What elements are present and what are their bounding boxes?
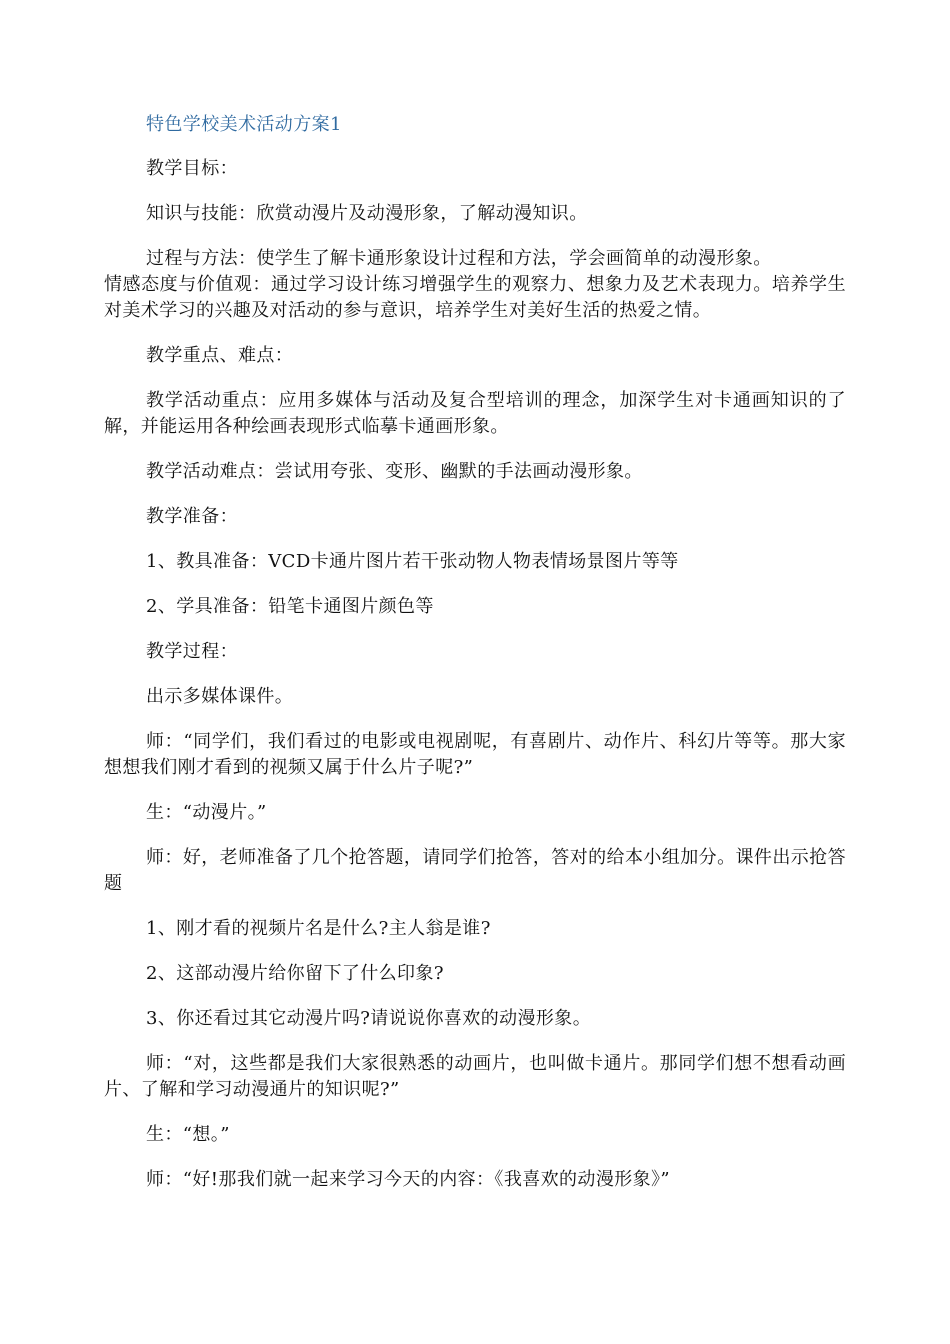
paragraph-teaching-goals: 教学目标： <box>146 158 238 179</box>
paragraph-emotion-values: 情感态度与价值观：通过学习设计练习增强学生的观察力、想象力及艺术表现力。培养学生对美术学习的兴趣及对活动的参与意识，培养学生对美好生活的热爱之情。 <box>104 274 846 321</box>
paragraph-knowledge-skills: 知识与技能：欣赏动漫片及动漫形象，了解动漫知识。 <box>146 203 588 224</box>
paragraph-student-answer-2: 生：“想。” <box>146 1124 230 1145</box>
paragraph-teacher-intro: 师：“好!那我们就一起来学习今天的内容：《我喜欢的动漫形象》” <box>146 1169 671 1190</box>
paragraph-key-difficult: 教学重点、难点： <box>146 345 294 366</box>
paragraph-teacher-tools: 1、教具准备：VCD卡通片图片若干张动物人物表情场景图片等等 <box>146 551 679 572</box>
paragraph-teacher-question-1: 师：“同学们，我们看过的电影或电视剧呢，有喜剧片、动作片、科幻片等等。那大家想想我们刚才看到的视频又属于什么片子呢?” <box>104 731 846 778</box>
document-page <box>104 112 846 1212</box>
paragraph-show-courseware: 出示多媒体课件。 <box>146 686 294 707</box>
paragraph-teaching-process: 教学过程： <box>146 641 238 662</box>
paragraph-teacher-quiz: 师：好，老师准备了几个抢答题，请同学们抢答，答对的给本小组加分。课件出示抢答题 <box>104 847 846 894</box>
paragraph-preparation: 教学准备： <box>146 506 238 527</box>
document-title: 特色学校美术活动方案1 <box>146 114 342 135</box>
paragraph-quiz-1: 1、刚才看的视频片名是什么?主人翁是谁? <box>146 918 491 939</box>
paragraph-student-answer-1: 生：“动漫片。” <box>146 802 267 823</box>
paragraph-difficult-point: 教学活动难点：尝试用夸张、变形、幽默的手法画动漫形象。 <box>146 461 643 482</box>
paragraph-student-tools: 2、学具准备：铅笔卡通图片颜色等 <box>146 596 434 617</box>
paragraph-quiz-2: 2、这部动漫片给你留下了什么印象? <box>146 963 444 984</box>
paragraph-process-method: 过程与方法：使学生了解卡通形象设计过程和方法，学会画简单的动漫形象。 <box>146 248 772 269</box>
paragraph-key-point: 教学活动重点：应用多媒体与活动及复合型培训的理念，加深学生对卡通画知识的了解，并能运用各种绘画表现形式临摹卡通画形象。 <box>104 390 846 437</box>
paragraph-teacher-question-2: 师：“对，这些都是我们大家很熟悉的动画片，也叫做卡通片。那同学们想不想看动画片、了解和学习动漫通片的知识呢?” <box>104 1053 846 1100</box>
paragraph-quiz-3: 3、你还看过其它动漫片吗?请说说你喜欢的动漫形象。 <box>146 1008 592 1029</box>
